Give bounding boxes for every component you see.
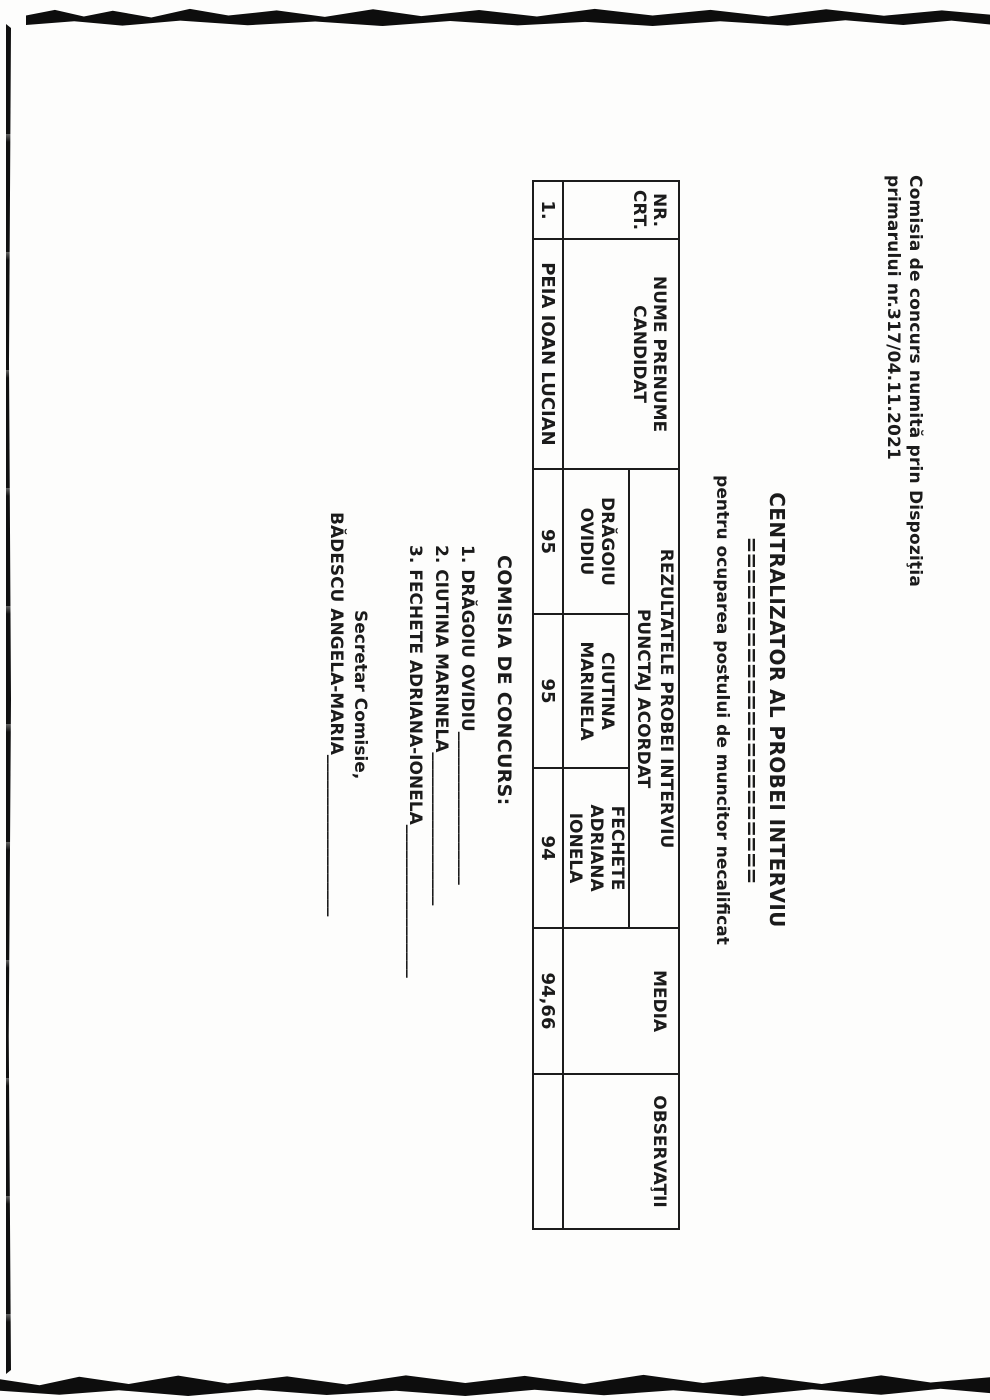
commission-member-3: 3. FECHETE ADRIANA-IONELA__________________ (405, 545, 425, 978)
col-header-media (563, 928, 679, 1074)
commission-block (402, 545, 516, 978)
results-table (532, 180, 680, 1230)
cell-observatii (533, 1074, 563, 1229)
header-line: PUNCTAJ ACORDAT (633, 608, 653, 789)
header-line: ADRIANA (586, 804, 607, 892)
header-line: CIUTINA (597, 652, 617, 730)
header-line: OVIDIU (576, 507, 596, 576)
col-header-evaluator-1 (563, 469, 629, 614)
header-line: REZULTATELE PROBEI INTERVIU (656, 548, 676, 849)
cell-score-1: 95 (533, 469, 563, 614)
header-line: CRT. (629, 189, 649, 231)
header-line: CANDIDAT (629, 305, 649, 403)
header-line-2: primarului nr.317/04.11.2021 (883, 175, 903, 461)
table-row (533, 181, 563, 1229)
header-line: NR. (649, 192, 669, 228)
header-line: IONELA (565, 812, 586, 884)
document-subtitle: pentru ocuparea postului de muncitor necalificat (712, 475, 732, 945)
commission-member-1: 1. DRĂGOIU OVIDIU__________________ (457, 545, 477, 885)
secretary-label: Secretar Comisie, (350, 610, 370, 780)
header-line: FECHETE (607, 805, 628, 891)
header-line: NUME PRENUME (649, 275, 669, 433)
col-header-evaluator-3 (563, 768, 629, 928)
header-line: MEDIA (649, 969, 669, 1033)
document-title: CENTRALIZATOR AL PROBEI INTERVIU (765, 492, 789, 928)
col-header-observatii (563, 1074, 679, 1229)
col-header-evaluator-2 (563, 614, 629, 768)
col-header-rezultate-group (629, 469, 679, 928)
cell-candidate-name: PEIA IOAN LUCIAN (533, 239, 563, 469)
secretary-block (324, 512, 372, 916)
commission-heading: COMISIA DE CONCURS: (493, 555, 515, 806)
header-line: DRĂGOIU (597, 497, 617, 586)
secretary-name: BĂDESCU ANGELA-MARIA___________________ (326, 512, 346, 917)
cell-score-2: 95 (533, 614, 563, 768)
header-line: OBSERVAŢII (649, 1095, 669, 1208)
header-line-1: Comisia de concurs numită prin Dispoziţia (905, 175, 925, 588)
commission-members (402, 545, 480, 978)
col-header-nr-crt (563, 181, 679, 239)
cell-nr: 1. (533, 181, 563, 239)
cell-score-3: 94 (533, 768, 563, 928)
title-block (710, 430, 790, 990)
document-header (882, 175, 926, 587)
title-underline: ====================== (740, 536, 764, 884)
table-header-row-1 (629, 181, 679, 1229)
cell-media: 94,66 (533, 928, 563, 1074)
header-line: MARINELA (576, 641, 596, 741)
commission-member-2: 2. CIUTINA MARINELA__________________ (431, 545, 451, 906)
col-header-nume-prenume (563, 239, 679, 469)
